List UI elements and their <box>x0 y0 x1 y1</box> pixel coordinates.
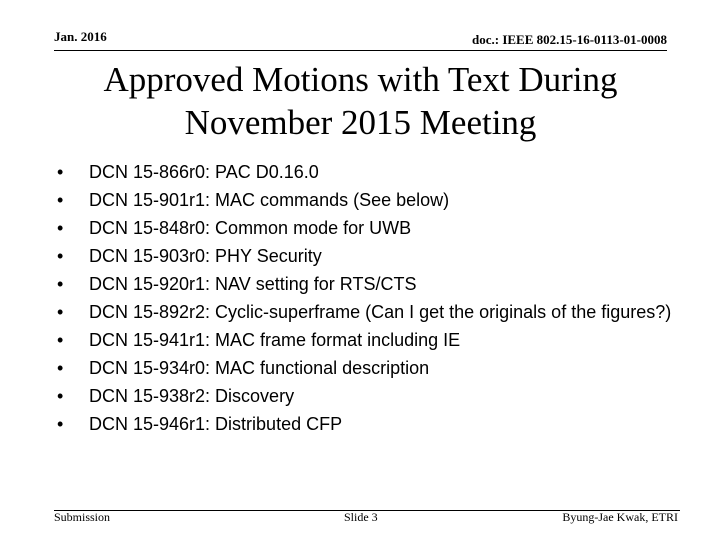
header-date: Jan. 2016 <box>54 29 107 44</box>
list-item <box>54 328 680 352</box>
list-item-text: DCN 15-920r1: NAV setting for RTS/CTS <box>89 274 417 294</box>
bullet-icon: • <box>57 358 64 378</box>
footer-submission: Submission <box>54 510 111 524</box>
list-item-text: DCN 15-938r2: Discovery <box>89 386 295 406</box>
list-item-text: DCN 15-903r0: PHY Security <box>89 246 322 266</box>
footer-author: Byung-Jae Kwak, ETRI <box>562 510 678 524</box>
bullet-icon: • <box>57 218 64 238</box>
header-divider <box>54 50 667 51</box>
list-item <box>54 216 680 240</box>
list-item <box>54 412 680 436</box>
list-item <box>54 244 680 268</box>
bullet-icon: • <box>57 274 64 294</box>
list-item-text: DCN 15-901r1: MAC commands (See below) <box>89 190 450 210</box>
list-item-text: DCN 15-892r2: Cyclic-superframe (Can I get the originals of the figures?) <box>89 302 672 322</box>
list-item-text: DCN 15-934r0: MAC functional description <box>89 358 430 378</box>
list-item <box>54 300 680 324</box>
bullet-icon: • <box>57 330 64 350</box>
list-item-text: DCN 15-848r0: Common mode for UWB <box>89 218 412 238</box>
bullet-icon: • <box>57 162 64 182</box>
list-item-text: DCN 15-941r1: MAC frame format including IE <box>89 330 461 350</box>
bullet-list <box>54 160 680 440</box>
bullet-icon: • <box>57 414 64 434</box>
bullet-icon: • <box>57 302 64 322</box>
slide-title: Approved Motions with Text During November 2015 Meeting <box>103 60 618 142</box>
header-doc-id: doc.: IEEE 802.15-16-0113-01-0008 <box>472 32 667 47</box>
list-item <box>54 188 680 212</box>
bullet-icon: • <box>57 246 64 266</box>
bullet-icon: • <box>57 386 64 406</box>
list-item-text: DCN 15-946r1: Distributed CFP <box>89 414 343 434</box>
footer-slide-number: Slide 3 <box>344 510 378 524</box>
bullet-icon: • <box>57 190 64 210</box>
list-item <box>54 384 680 408</box>
list-item <box>54 160 680 184</box>
list-item-text: DCN 15-866r0: PAC D0.16.0 <box>89 162 319 182</box>
list-item <box>54 272 680 296</box>
list-item <box>54 356 680 380</box>
